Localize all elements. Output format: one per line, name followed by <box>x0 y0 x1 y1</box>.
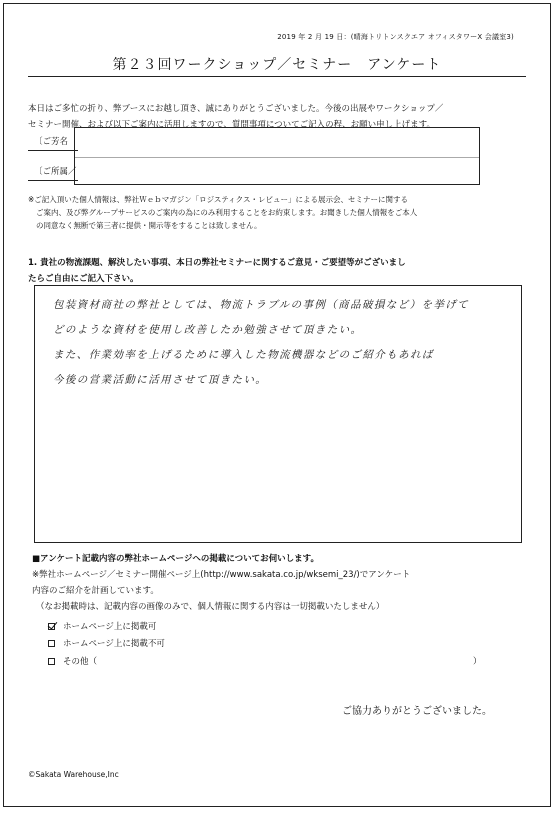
survey-line-1: ※弊社ホームページ／セミナー開催ページ上(http://www.sakata.co.jp/wksemi_23/)でアンケート <box>32 570 411 580</box>
intro-line-2: セミナー開催、および以下ご案内に活用しますので、質問事項についてご記入の程、お願い申し上げます。 <box>28 120 435 130</box>
privacy-line-3: の同意なく無断で第三者に提供・開示等をすることは致しません。 <box>36 221 262 230</box>
privacy-line-1: ※ご記入頂いた個人情報は、弊社Ｗｅｂマガジン「ロジスティクス・レビュー」による展示会、セミナーに関する <box>28 195 409 204</box>
option-label: ホームページ上に掲載不可 <box>63 639 165 649</box>
answer-line-3: また、作業効率を上げるために導入した物流機器などのご紹介もあれば <box>53 349 434 361</box>
publication-survey <box>32 551 532 615</box>
survey-line-2: 内容のご紹介を計画しています。 <box>32 586 159 596</box>
checkbox-icon[interactable] <box>48 658 55 665</box>
question-1-line-2: たらご自由にご記入下さい。 <box>28 274 139 284</box>
survey-form-page <box>3 3 551 807</box>
survey-heading: ■アンケート記載内容の弊社ホームページへの掲載についてお伺いします。 <box>32 554 320 564</box>
thanks-message: ご協力ありがとうございました。 <box>342 706 492 717</box>
question-1 <box>28 255 532 287</box>
option-publish-ok[interactable] <box>48 620 156 632</box>
answer-line-4: 今後の営業活動に活用させて頂きたい。 <box>53 374 268 386</box>
question-1-line-1: 1. 貴社の物流課題、解決したい事項、本日の弊社セミナーに関するご意見・ご要望等がございまし <box>28 258 406 268</box>
copyright: ©Sakata Warehouse,Inc <box>28 770 119 779</box>
answer-line-1: 包装資材商社の弊社としては、物流トラブルの事例（商品破損など）を挙げて <box>53 299 470 311</box>
name-company-divider <box>75 157 479 158</box>
privacy-notice <box>28 193 528 232</box>
option-other[interactable] <box>48 655 97 667</box>
page-title: 第２３回ワークショップ／セミナー アンケート <box>112 57 442 73</box>
intro-line-1: 本日はご多忙の折り、弊ブースにお越し頂き、誠にありがとうございました。今後の出展やワークショップ／ <box>28 104 444 114</box>
option-label: その他（ <box>63 657 98 667</box>
checked-checkbox-icon[interactable] <box>48 623 55 630</box>
name-underline <box>28 150 78 151</box>
option-label: ホームページ上に掲載可 <box>63 622 157 632</box>
event-meta: 2019 年 2 月 19 日：(晴海トリトンスクエア オフィスタワーX 会議室3) <box>277 33 514 41</box>
privacy-line-2: ご案内、及び弊グループサービスのご案内の為にのみ利用することをお約束します。お聞きした個人情報をご本人 <box>36 208 418 217</box>
other-close-paren: ） <box>473 657 482 667</box>
option-publish-ng[interactable] <box>48 637 165 649</box>
company-label: 〔ご所属／ <box>34 167 77 177</box>
title-divider <box>28 76 526 77</box>
company-underline <box>28 180 78 181</box>
personal-info-redacted-box[interactable] <box>74 127 480 185</box>
survey-note: （なお掲載時は、記載内容の画像のみで、個人情報に関する内容は一切掲載いたしません） <box>36 602 385 612</box>
answer-textarea[interactable] <box>34 285 522 543</box>
answer-line-2: どのような資材を使用し改善したか勉強させて頂きたい。 <box>53 324 363 336</box>
name-label: 〔ご芳名 <box>34 137 69 147</box>
checkbox-icon[interactable] <box>48 640 55 647</box>
